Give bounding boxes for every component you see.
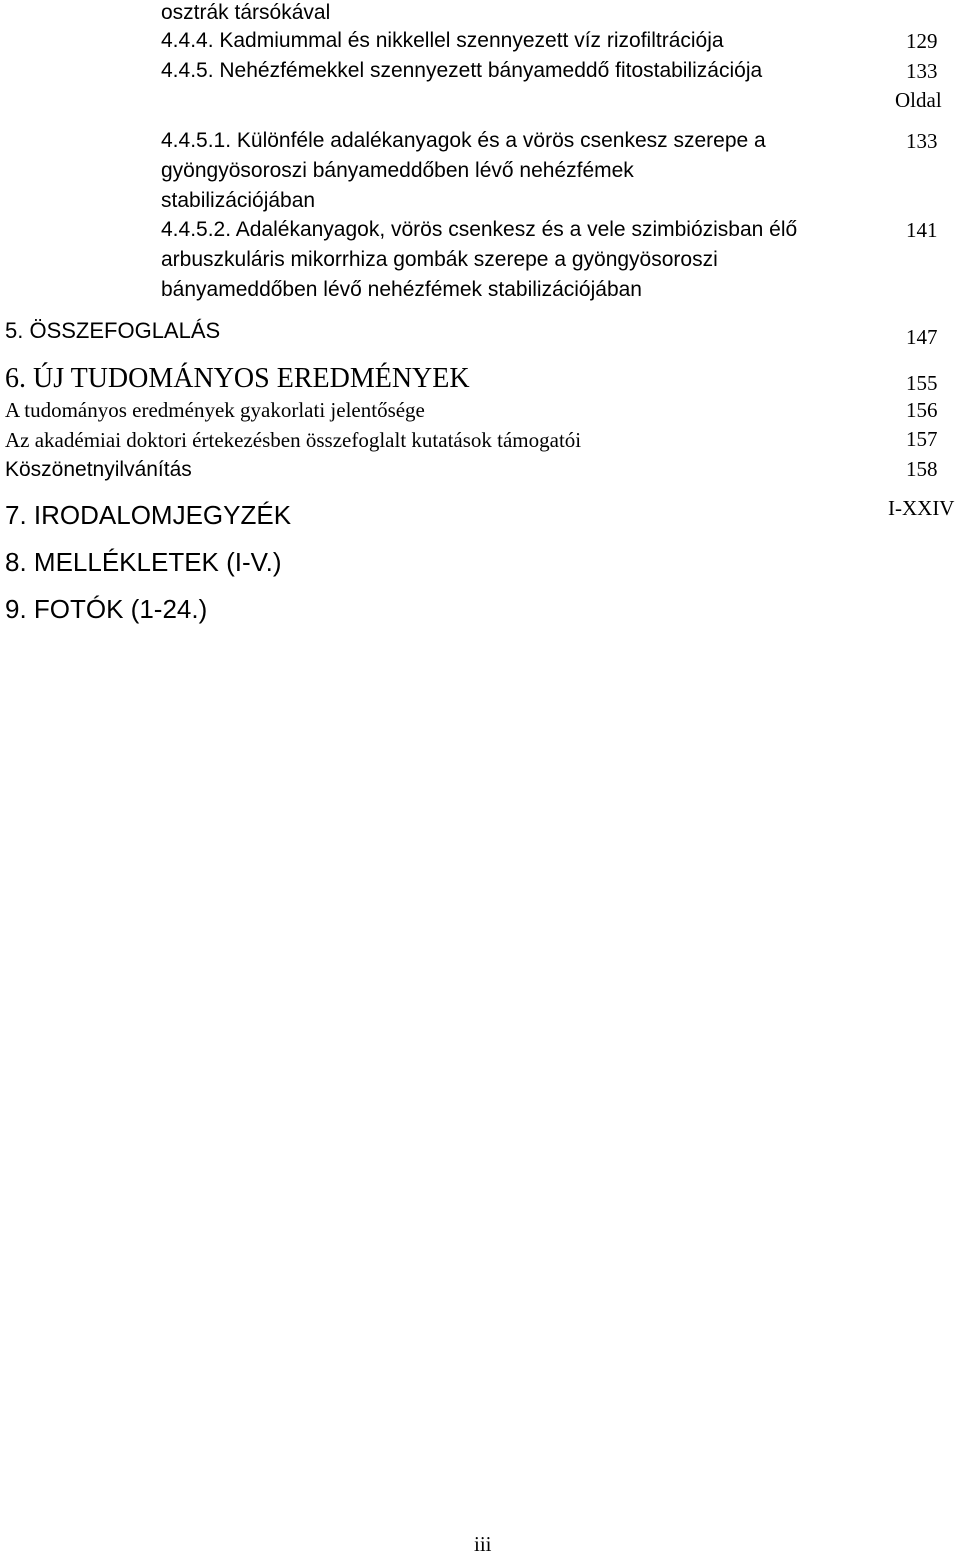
toc-entry-4-4-5: 4.4.5. Nehézfémekkel szennyezett bányameddő fitostabilizációja [161,59,763,82]
toc-chapter-5-page: 147 [906,325,938,349]
toc-continuation-line: osztrák társókával [161,1,331,24]
toc-page-column-header: Oldal [895,88,942,112]
toc-entry-4-4-5-page: 133 [906,59,938,83]
toc-entry-4-4-5-1-page: 133 [906,129,938,153]
toc-entry-4-4-5-1-line-3: stabilizációjában [161,189,316,212]
toc-section-6-1-page: 156 [906,398,938,422]
toc-section-6-2-page: 157 [906,427,938,451]
page-number-footer: iii [474,1532,492,1556]
toc-entry-4-4-4: 4.4.4. Kadmiummal és nikkellel szennyezett víz rizofiltrációja [161,29,724,52]
toc-chapter-6: 6. ÚJ TUDOMÁNYOS EREDMÉNYEK [5,363,470,394]
toc-entry-4-4-4-page: 129 [906,29,938,53]
toc-section-6-3: Köszönetnyilvánítás [5,458,192,481]
toc-entry-4-4-5-1-line-1: 4.4.5.1. Különféle adalékanyagok és a vörös csenkesz szerepe a [161,129,766,152]
toc-entry-4-4-5-1-line-2: gyöngyösoroszi bányameddőben lévő nehézfémek [161,159,634,182]
toc-entry-4-4-5-2-page: 141 [906,218,938,242]
toc-chapter-9: 9. FOTÓK (1-24.) [5,594,208,624]
toc-section-6-3-page: 158 [906,457,938,481]
toc-chapter-7-page: I-XXIV [888,496,955,520]
toc-chapter-8: 8. MELLÉKLETEK (I-V.) [5,547,282,577]
toc-chapter-5: 5. ÖSSZEFOGLALÁS [5,318,221,343]
toc-chapter-6-page: 155 [906,371,938,395]
toc-entry-4-4-5-2-line-3: bányameddőben lévő nehézfémek stabilizációjában [161,278,642,301]
toc-entry-4-4-5-2-line-2: arbuszkuláris mikorrhiza gombák szerepe a gyöngyösoroszi [161,248,718,271]
toc-chapter-7: 7. IRODALOMJEGYZÉK [5,500,292,530]
toc-entry-4-4-5-2-line-1: 4.4.5.2. Adalékanyagok, vörös csenkesz és a vele szimbiózisban élő [161,218,798,241]
toc-section-6-1: A tudományos eredmények gyakorlati jelentősége [5,398,425,422]
toc-section-6-2: Az akadémiai doktori értekezésben összefoglalt kutatások támogatói [5,428,582,452]
